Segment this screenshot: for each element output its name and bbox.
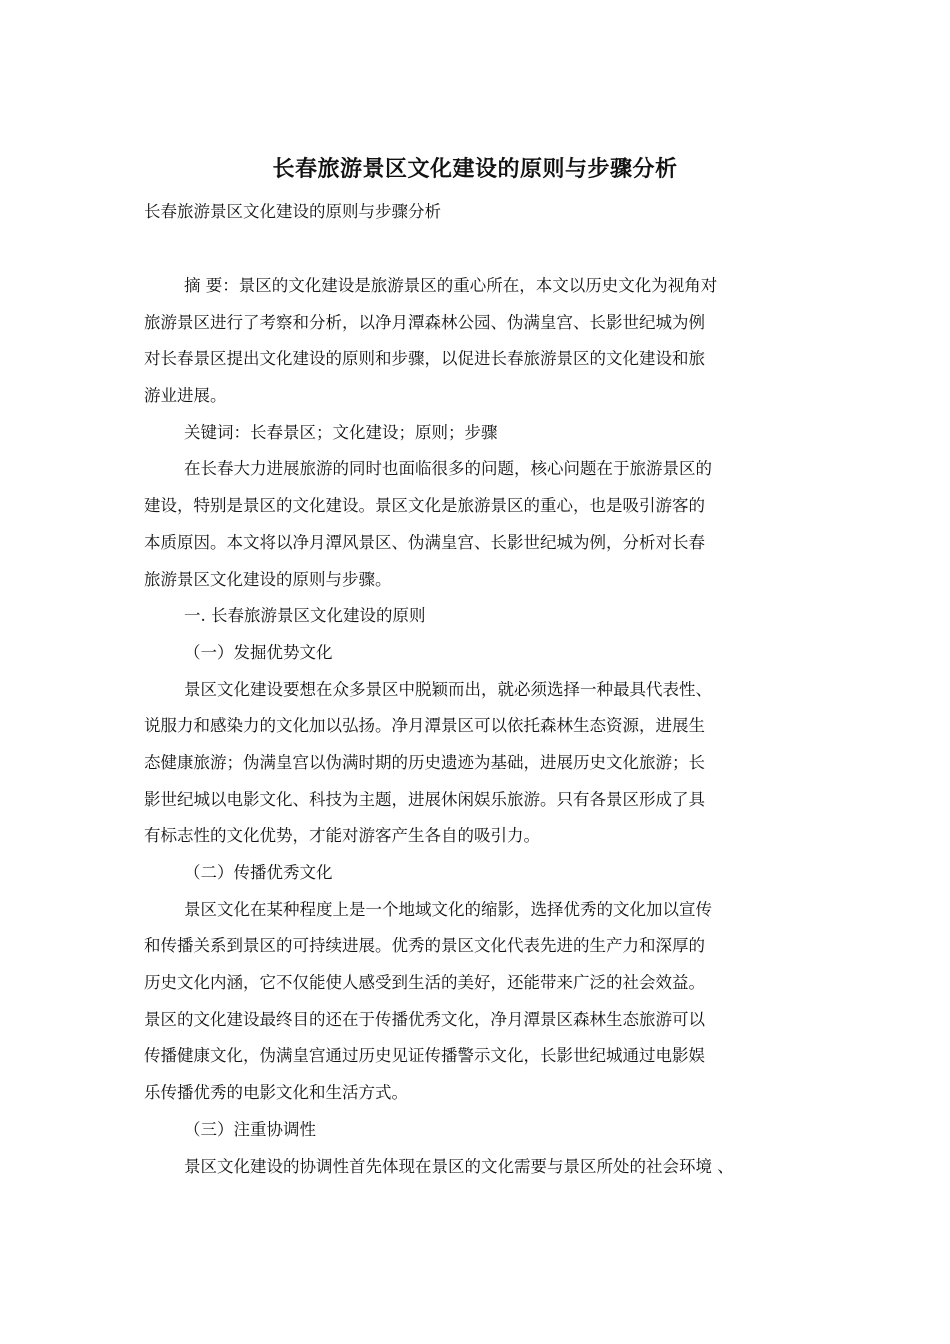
body-line: 对长春景区提出文化建设的原则和步骤，以促进长春旅游景区的文化建设和旅: [144, 349, 705, 369]
body-line: 建设，特别是景区的文化建设。景区文化是旅游景区的重心，也是吸引游客的: [144, 496, 705, 516]
body-line: 影世纪城以电影文化、科技为主题，进展休闲娱乐旅游。只有各景区形成了具: [144, 789, 705, 809]
body-line: 说服力和感染力的文化加以弘扬。净月潭景区可以依托森林生态资源，进展生: [144, 716, 705, 736]
subsection-heading: （一）发掘优势文化: [184, 642, 333, 662]
body-line: 乐传播优秀的电影文化和生活方式。: [144, 1083, 408, 1103]
document-body: [144, 268, 812, 1185]
body-line: 旅游景区文化建设的原则与步骤。: [144, 569, 392, 589]
body-line: 摘 要：景区的文化建设是旅游景区的重心所在，本文以历史文化为视角对: [184, 276, 718, 295]
body-line: 景区文化在某种程度上是一个地域文化的缩影，选择优秀的文化加以宣传: [184, 899, 712, 919]
body-line: 景区文化建设的协调性首先体现在景区的文化需要与景区所处的社会环境 、: [184, 1156, 734, 1176]
body-line: 和传播关系到景区的可持续进展。优秀的景区文化代表先进的生产力和深厚的: [144, 936, 705, 956]
body-line: 旅游景区进行了考察和分析，以净月潭森林公园、伪满皇宫、长影世纪城为例: [144, 312, 705, 332]
subsection-heading: （二）传播优秀文化: [184, 863, 333, 882]
body-line: 态健康旅游；伪满皇宫以伪满时期的历史遗迹为基础，进展历史文化旅游；长: [144, 752, 705, 772]
section-heading: 一. 长春旅游景区文化建设的原则: [184, 606, 426, 626]
body-line: 景区文化建设要想在众多景区中脱颖而出，就必须选择一种最具代表性、: [184, 679, 712, 699]
body-line: 传播健康文化，伪满皇宫通过历史见证传播警示文化，长影世纪城通过电影娱: [144, 1046, 705, 1066]
body-line: 有标志性的文化优势，才能对游客产生各自的吸引力。: [144, 826, 540, 846]
body-line: 游业进展。: [144, 386, 227, 406]
document-title: 长春旅游景区文化建设的原则与步骤分析: [272, 156, 678, 182]
body-line: 景区的文化建设最终目的还在于传播优秀文化，净月潭景区森林生态旅游可以: [144, 1009, 705, 1029]
body-line: 本质原因。本文将以净月潭风景区、伪满皇宫、长影世纪城为例，分析对长春: [144, 532, 705, 552]
body-line: 在长春大力进展旅游的同时也面临很多的问题，核心问题在于旅游景区的: [184, 459, 712, 479]
body-line: 关键词：长春景区；文化建设；原则；步骤: [184, 422, 498, 442]
document-subtitle: 长春旅游景区文化建设的原则与步骤分析: [144, 202, 441, 221]
body-line: 历史文化内涵，它不仅能使人感受到生活的美好，还能带来广泛的社会效益。: [144, 973, 705, 993]
subsection-heading: （三）注重协调性: [184, 1119, 316, 1139]
